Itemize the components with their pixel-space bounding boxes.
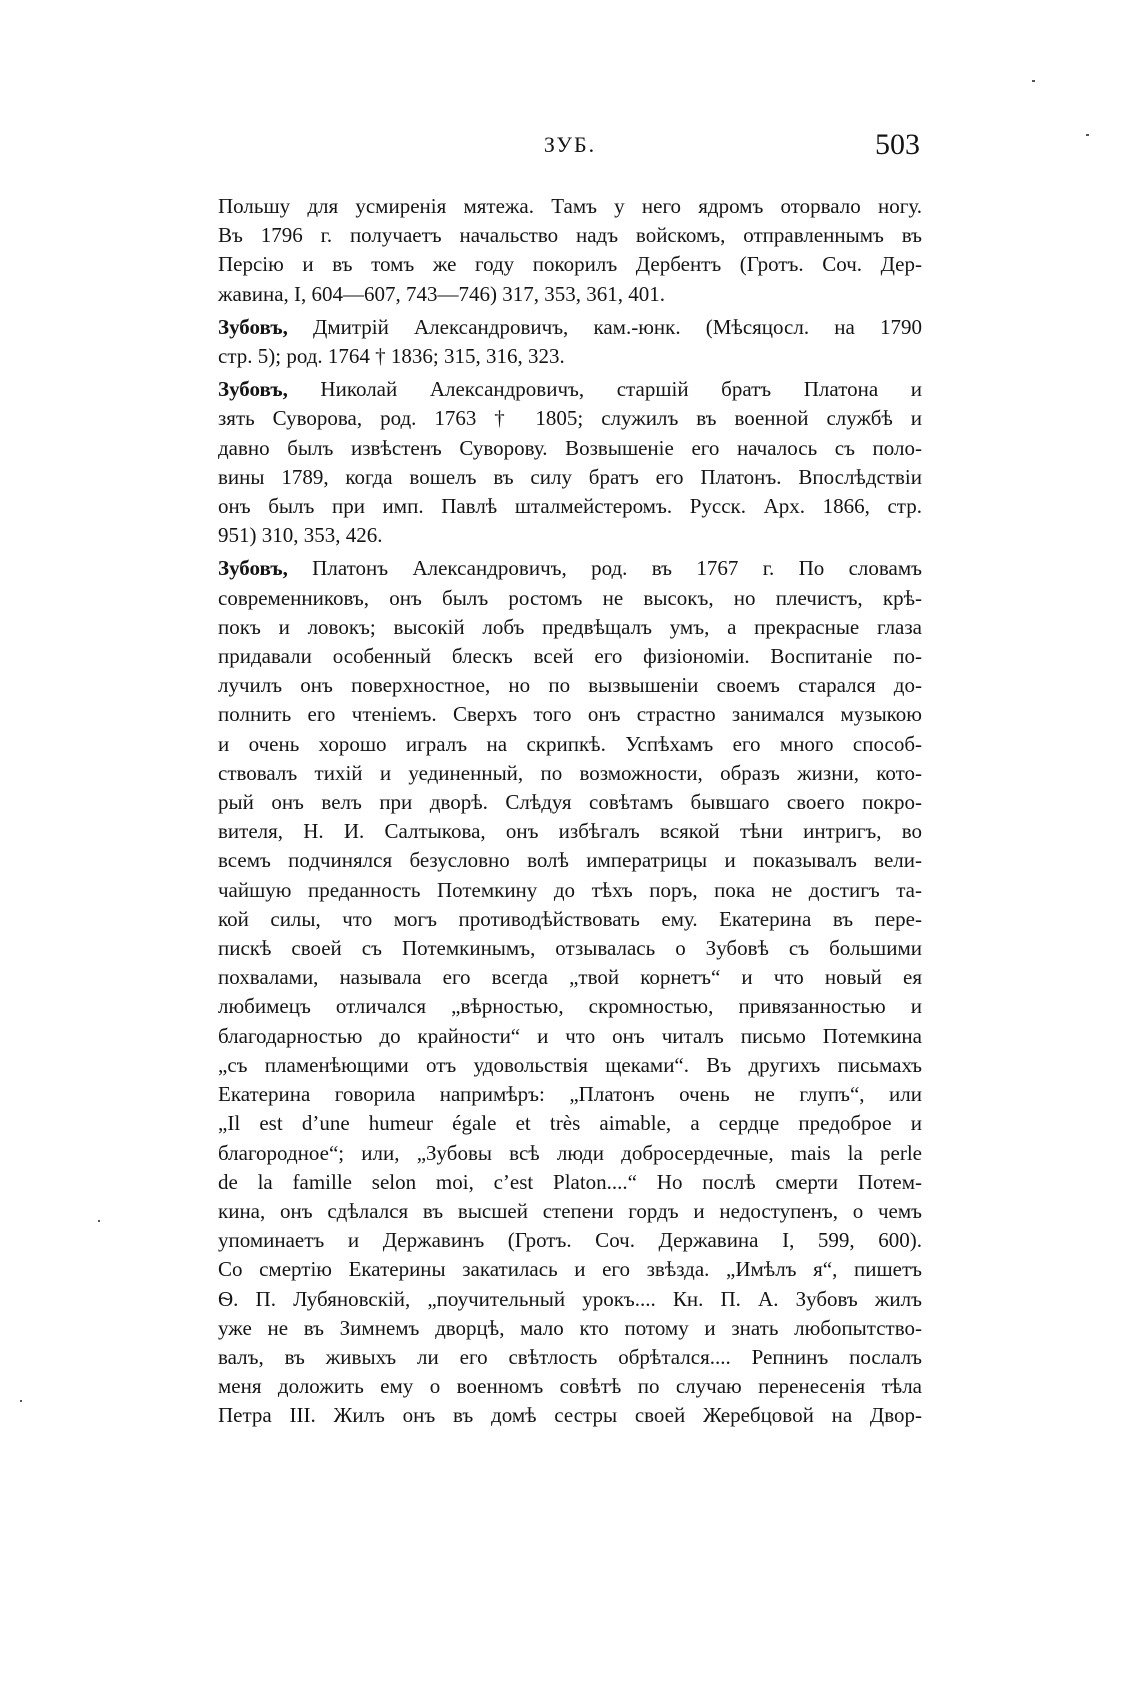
text-line: вителя, Н. И. Салтыкова, онъ избѣгалъ всякой тѣни интригъ, во <box>218 819 922 844</box>
text-line-content: Николай Александровичъ, старшій братъ Платона и <box>287 377 922 402</box>
text-line: „Il est d’une humeur égale et très aimable, а сердце предоброе и <box>218 1111 922 1136</box>
text-line: уже не въ Зимнемъ дворцѣ, мало кто потому и знать любопытство- <box>218 1315 922 1340</box>
text-line: полнить его чтеніемъ. Сверхъ того онъ страстно занимался музыкою <box>218 702 922 727</box>
text-line: благородное“; или, „Зубовы всѣ люди добросердечные, mais la perle <box>218 1140 922 1165</box>
text-line: вины 1789, когда вошелъ въ силу братъ его Платонъ. Впослѣдствіи <box>218 464 922 489</box>
text-line: 951) 310, 353, 426. <box>218 523 383 548</box>
text-line: пискѣ своей съ Потемкинымъ, отзывалась о Зубовѣ съ большими <box>218 936 922 961</box>
entry-headword: Зубовъ, <box>218 377 288 402</box>
article-body <box>218 192 922 1431</box>
text-line: стр. 5); род. 1764 † 1836; 315, 316, 323. <box>218 344 565 369</box>
text-line: и очень хорошо игралъ на скрипкѣ. Успѣхамъ его много способ- <box>218 731 922 756</box>
text-line: онъ былъ при имп. Павлѣ шталмейстеромъ. Русск. Арх. 1866, стр. <box>218 494 922 519</box>
text-line: покъ и ловокъ; высокій лобъ предвѣщалъ умъ, а прекрасные глаза <box>218 614 922 639</box>
text-line: de la famille selon moi, c’est Platon....“ Но послѣ смерти Потем- <box>218 1169 922 1194</box>
entry-headword: Зубовъ, <box>218 314 288 339</box>
page-header <box>220 128 920 168</box>
text-line: ствовалъ тихій и уединенный, по возможности, образъ жизни, кото- <box>218 760 922 785</box>
text-line: любимецъ отличался „вѣрностью, скромностью, привязанностью и <box>218 994 922 1019</box>
text-line-content: Дмитрій Александровичъ, кам.-юнк. (Мѣсяцосл. на 1790 <box>287 314 922 339</box>
text-line: упоминаетъ и Державинъ (Гротъ. Соч. Державина I, 599, 600). <box>218 1228 922 1253</box>
text-line: „съ пламенѣющими отъ удовольствія щеками“. Въ другихъ письмахъ <box>218 1052 922 1077</box>
text-line <box>218 375 922 404</box>
text-line: валъ, въ живыхъ ли его свѣтлость обрѣтался.... Репнинъ послалъ <box>218 1344 922 1369</box>
text-line: лучилъ онъ поверхностное, но по вызвышеніи своемъ старался до- <box>218 673 922 698</box>
text-line: давно былъ извѣстенъ Суворову. Возвышеніе его началось съ поло- <box>218 435 922 460</box>
text-line: кой силы, что могъ противодѣйствовать ему. Екатерина въ пере- <box>218 906 922 931</box>
text-line: чайшую преданность Потемкину до тѣхъ поръ, пока не достигъ та- <box>218 877 922 902</box>
scan-speck <box>1032 80 1035 82</box>
text-line-content: Платонъ Александровичъ, род. въ 1767 г. По словамъ <box>287 556 922 581</box>
text-line: похвалами, называла его всегда „твой корнетъ“ и что новый ея <box>218 965 922 990</box>
text-line: Польшу для усмиренія мятежа. Тамъ у него ядромъ оторвало ногу. <box>218 194 922 218</box>
text-line <box>218 554 922 583</box>
text-line: придавали особенный блескъ всей его физіономіи. Воспитаніе по- <box>218 644 922 669</box>
text-line: Екатерина говорила напримѣръ: „Платонъ очень не глупъ“, или <box>218 1082 922 1107</box>
page-number: 503 <box>875 128 920 161</box>
text-line: рый онъ велъ при дворѣ. Слѣдуя совѣтамъ бывшаго своего покро- <box>218 790 922 815</box>
text-line: Персію и въ томъ же году покорилъ Дербентъ (Гротъ. Соч. Дер- <box>218 252 922 277</box>
running-head: ЗУБ. <box>543 132 597 157</box>
text-line: современниковъ, онъ былъ ростомъ не высокъ, но плечистъ, крѣ- <box>218 585 922 610</box>
text-line: Со смертію Екатерины закатилась и его звѣзда. „Имѣлъ я“, пишетъ <box>218 1257 922 1282</box>
text-line: Ѳ. П. Лубяновскій, „поучительный урокъ.... Кн. П. А. Зубовъ жилъ <box>218 1286 922 1311</box>
text-line: Петра III. Жилъ онъ въ домѣ сестры своей Жеребцовой на Двор- <box>218 1403 922 1428</box>
scan-speck <box>20 1400 22 1402</box>
entry-headword: Зубовъ, <box>218 556 288 581</box>
text-line: кина, онъ сдѣлался въ высшей степени гордъ и недоступенъ, о чемъ <box>218 1198 922 1223</box>
entry-platon-zubov <box>218 554 922 1430</box>
paragraph-1 <box>218 192 922 309</box>
entry-dmitry-zubov <box>218 313 922 371</box>
text-line: жавина, I, 604—607, 743—746) 317, 353, 361, 401. <box>218 281 666 306</box>
scan-speck <box>98 1220 100 1222</box>
text-line: благодарностью до крайности“ и что онъ читалъ письмо Потемкина <box>218 1023 922 1048</box>
entry-nikolai-zubov <box>218 375 922 550</box>
text-line: Въ 1796 г. получаетъ начальство надъ войскомъ, отправленнымъ въ <box>218 223 922 248</box>
text-line: меня доложить ему о военномъ совѣтѣ по случаю перенесенія тѣла <box>218 1374 922 1399</box>
scan-speck <box>1086 134 1089 136</box>
text-line: всемъ подчинялся безусловно волѣ императрицы и показывалъ вели- <box>218 848 922 873</box>
text-line <box>218 313 922 342</box>
text-line: зять Суворова, род. 1763 † 1805; служилъ въ военной службѣ и <box>218 406 922 431</box>
